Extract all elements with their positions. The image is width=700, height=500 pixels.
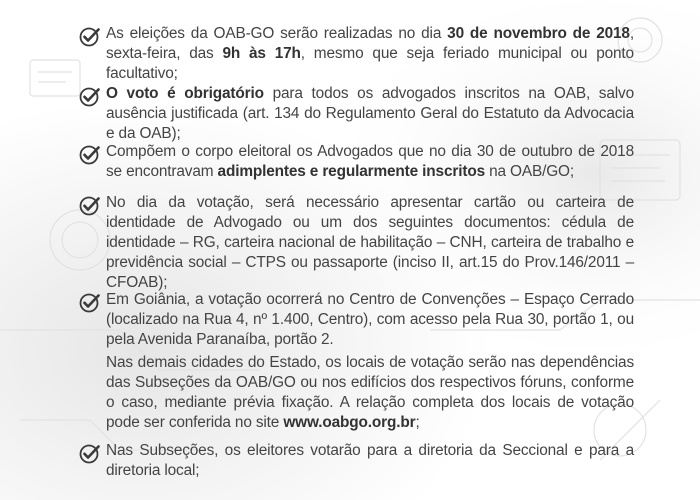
checkmark-circle-icon (78, 195, 100, 217)
item-text: O voto é obrigatório para todos os advogados inscritos na OAB, salvo ausência justificada (art. 134 do Regulamento Geral do Estatuto da Advocacia e da OAB); (106, 85, 634, 142)
item-text: Nas Subseções, os eleitores votarão para a diretoria da Seccional e para a diretoria local; (106, 442, 634, 479)
item-text: As eleições da OAB-GO serão realizadas no dia 30 de novembro de 2018, sexta-feira, das 9h às 17h, mesmo que seja feriado municipal ou ponto facultativo; (106, 25, 634, 82)
checkmark-circle-icon (78, 144, 100, 166)
checkmark-circle-icon (78, 26, 100, 48)
checkmark-circle-icon (78, 86, 100, 108)
item-text: Compõem o corpo eleitoral os Advogados que no dia 30 de outubro de 2018 se encontravam adimplentes e regularmente inscritos na OAB/GO; (106, 143, 634, 180)
checkmark-circle-icon (78, 292, 100, 314)
sub-paragraph: Nas demais cidades do Estado, os locais de votação serão nas dependências das Subseções da OAB/GO ou nos edifícios dos respectivos fóruns, conforme o caso, mediante prévia fixação. A relação completa dos locais de votação pode ser conferida no site www.oabgo.org.br; (106, 354, 634, 431)
item-text: Em Goiânia, a votação ocorrerá no Centro de Convenções – Espaço Cerrado (localizado na Rua 4, nº 1.400, Centro), com acesso pela Rua 30, portão 1, ou pela Avenida Paranaíba, portão 2. (106, 291, 634, 348)
checkmark-circle-icon (78, 443, 100, 465)
item-text: No dia da votação, será necessário apresentar cartão ou carteira de identidade de Advogado ou um dos seguintes documentos: cédula de identidade – RG, carteira nacional de habilitação – CNH, carteira de trabalho e previdência social – CTPS ou passaporte (inciso II, art.15 do Prov.146/2011 – CFOAB); (106, 194, 634, 291)
